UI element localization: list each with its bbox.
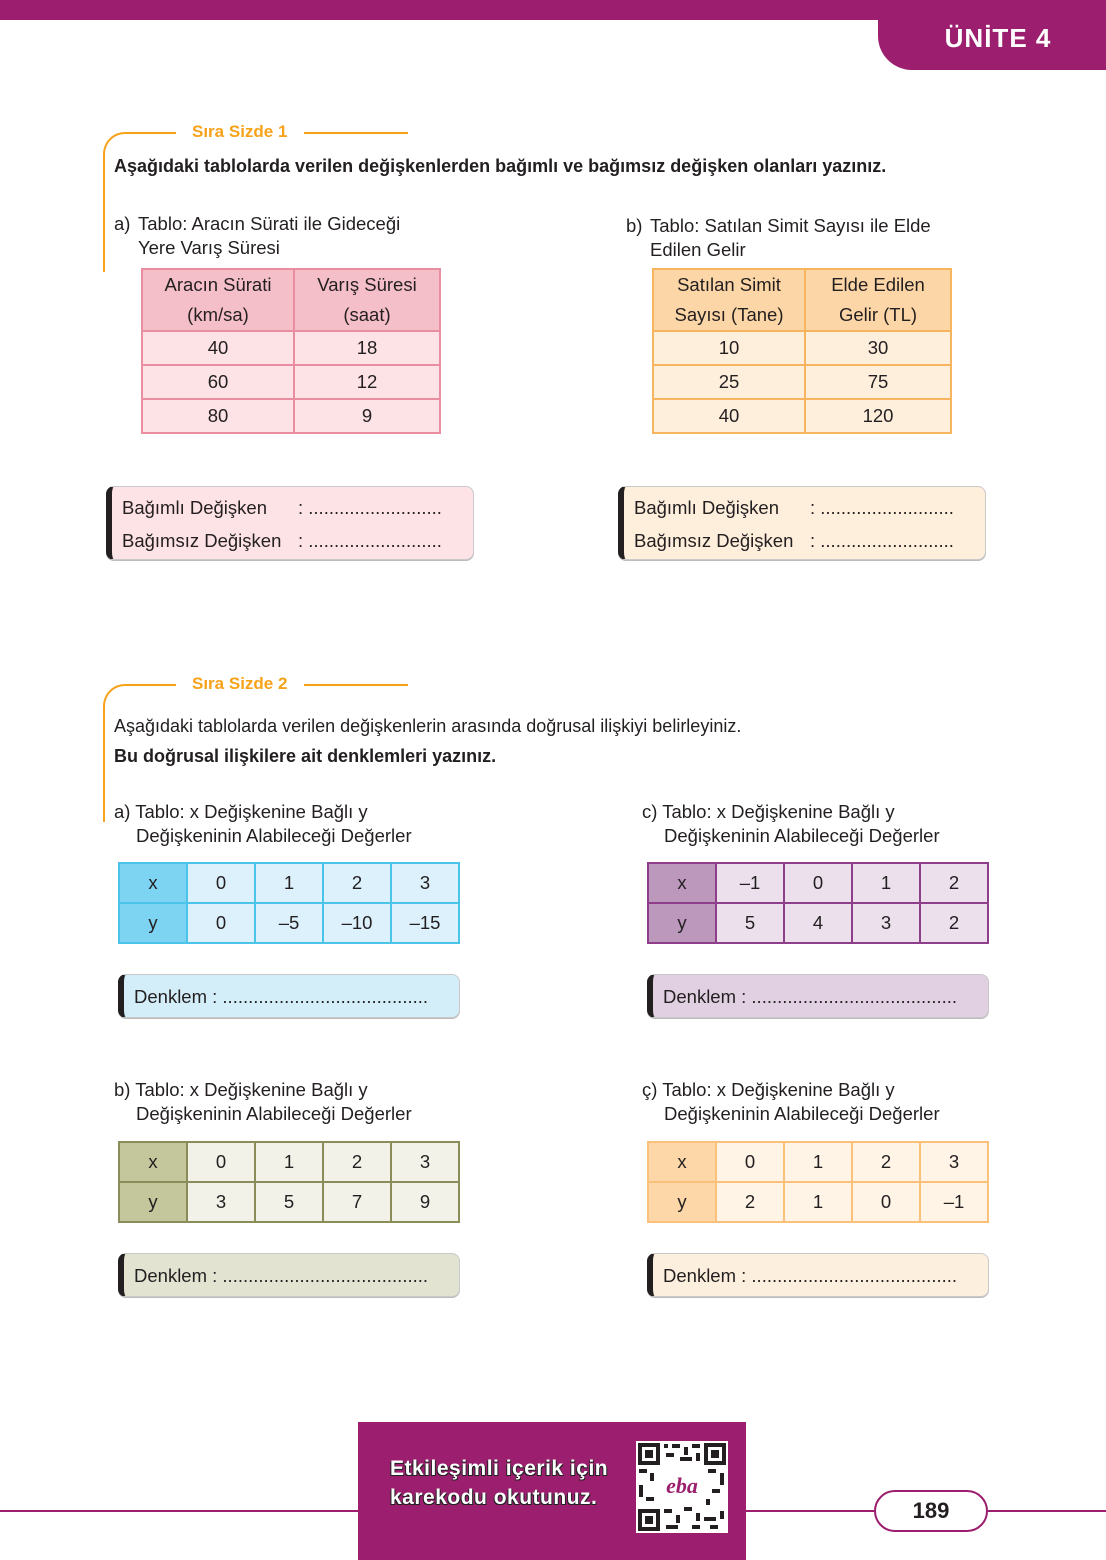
table-cell: 3 <box>187 1182 255 1222</box>
table-cell: 3 <box>391 1142 459 1182</box>
table-cell: –15 <box>391 903 459 943</box>
table-cell: 25 <box>653 365 805 399</box>
table-cell: 7 <box>323 1182 391 1222</box>
equation-box-2c[interactable] <box>647 974 989 1018</box>
y-label: y <box>119 1182 187 1222</box>
section1-title: Sıra Sizde 1 <box>192 122 288 141</box>
table-cell: 4 <box>784 903 852 943</box>
table-cell: 12 <box>294 365 440 399</box>
equation-blank[interactable]: Denklem : ........................................ <box>134 1265 429 1286</box>
table-cell: 0 <box>187 863 255 903</box>
table-cell: 2 <box>323 863 391 903</box>
qr-code-icon <box>636 1441 728 1533</box>
page-number: 189 <box>874 1490 988 1532</box>
independent-blank[interactable]: : .......................... <box>298 530 442 551</box>
equation-blank[interactable]: Denklem : ........................................ <box>663 986 958 1007</box>
x-label: x <box>648 863 716 903</box>
table-cell: 75 <box>805 365 951 399</box>
table-cell: 80 <box>142 399 294 433</box>
table-cell: 1 <box>852 863 920 903</box>
table-cell: 3 <box>852 903 920 943</box>
table2c-caption: c) Tablo: x Değişkenine Bağlı y Değişkeninin Alabileceği Değerler <box>642 801 940 846</box>
table-cell: 10 <box>653 331 805 365</box>
independent-label: Bağımsız Değişken <box>122 530 282 551</box>
table-cell: 9 <box>294 399 440 433</box>
svg-text:eba: eba <box>666 1473 698 1498</box>
table1b-header: Satılan Simit Sayısı (Tane) <box>653 269 805 331</box>
table-cell: 9 <box>391 1182 459 1222</box>
table-cell: 1 <box>255 863 323 903</box>
table-cell: 5 <box>716 903 784 943</box>
x-label: x <box>119 863 187 903</box>
table-cell: 3 <box>920 1142 988 1182</box>
table-cell: 0 <box>187 1142 255 1182</box>
section2-instruction2: Bu doğrusal ilişkilere ait denklemleri yazınız. <box>114 746 497 766</box>
answer-box-1b[interactable] <box>618 486 986 560</box>
equation-box-2a[interactable] <box>118 974 460 1018</box>
table-cell: 2 <box>852 1142 920 1182</box>
table1b <box>652 268 952 434</box>
table-cell: 3 <box>391 863 459 903</box>
equation-blank[interactable]: Denklem : ........................................ <box>663 1265 958 1286</box>
table-cell: 2 <box>323 1142 391 1182</box>
table-cell: 60 <box>142 365 294 399</box>
table1a-caption: a) Tablo: Aracın Sürati ile Gideceği Yere Varış Süresi <box>114 213 401 258</box>
dependent-label: Bağımlı Değişken <box>634 497 779 518</box>
table-cell: –1 <box>920 1182 988 1222</box>
equation-box-2b[interactable] <box>118 1253 460 1297</box>
section2-title: Sıra Sizde 2 <box>192 674 288 693</box>
dependent-label: Bağımlı Değişken <box>122 497 267 518</box>
footer-line-left <box>0 1510 358 1512</box>
independent-blank[interactable]: : .......................... <box>810 530 954 551</box>
table2b-caption: b) Tablo: x Değişkenine Bağlı y Değişkeninin Alabileceği Değerler <box>114 1079 412 1124</box>
table2d <box>647 1141 989 1223</box>
table2a <box>118 862 460 944</box>
table2a-caption: a) Tablo: x Değişkenine Bağlı y Değişkeninin Alabileceği Değerler <box>114 801 412 846</box>
table2d-caption: ç) Tablo: x Değişkenine Bağlı y Değişkeninin Alabileceği Değerler <box>642 1079 940 1124</box>
section1-instruction: Aşağıdaki tablolarda verilen değişkenlerden bağımlı ve bağımsız değişken olanları yazınız. <box>114 156 887 176</box>
table-cell: 0 <box>784 863 852 903</box>
table1a-header: Varış Süresi (saat) <box>294 269 440 331</box>
table-cell: 2 <box>920 903 988 943</box>
table-cell: 18 <box>294 331 440 365</box>
table-cell: 0 <box>852 1182 920 1222</box>
table-cell: 40 <box>653 399 805 433</box>
section2-instruction1: Aşağıdaki tablolarda verilen değişkenlerin arasında doğrusal ilişkiyi belirleyiniz. <box>114 716 742 736</box>
x-label: x <box>648 1142 716 1182</box>
table-cell: –5 <box>255 903 323 943</box>
table-cell: 2 <box>920 863 988 903</box>
x-label: x <box>119 1142 187 1182</box>
table-cell: 0 <box>187 903 255 943</box>
unit-tab: ÜNİTE 4 <box>878 0 1106 70</box>
y-label: y <box>119 903 187 943</box>
table-cell: 120 <box>805 399 951 433</box>
equation-box-2d[interactable] <box>647 1253 989 1297</box>
table-cell: 30 <box>805 331 951 365</box>
table-cell: –10 <box>323 903 391 943</box>
table1b-caption: b) Tablo: Satılan Simit Sayısı ile Elde Edilen Gelir <box>626 215 931 260</box>
answer-box-1a[interactable] <box>106 486 474 560</box>
table-cell: –1 <box>716 863 784 903</box>
table-cell: 5 <box>255 1182 323 1222</box>
dependent-blank[interactable]: : .......................... <box>298 497 442 518</box>
y-label: y <box>648 1182 716 1222</box>
y-label: y <box>648 903 716 943</box>
qr-caption: Etkileşimli içerik için karekodu okutunuz. <box>390 1457 609 1509</box>
table-cell: 1 <box>784 1142 852 1182</box>
table1b-header: Elde Edilen Gelir (TL) <box>805 269 951 331</box>
table2c <box>647 862 989 944</box>
table2b <box>118 1141 460 1223</box>
qr-code[interactable] <box>636 1441 728 1533</box>
table-cell: 1 <box>784 1182 852 1222</box>
table-cell: 0 <box>716 1142 784 1182</box>
independent-label: Bağımsız Değişken <box>634 530 794 551</box>
equation-blank[interactable]: Denklem : ........................................ <box>134 986 429 1007</box>
table-cell: 2 <box>716 1182 784 1222</box>
table1a <box>141 268 441 434</box>
table-cell: 1 <box>255 1142 323 1182</box>
dependent-blank[interactable]: : .......................... <box>810 497 954 518</box>
table1a-header: Aracın Sürati (km/sa) <box>142 269 294 331</box>
table-cell: 40 <box>142 331 294 365</box>
